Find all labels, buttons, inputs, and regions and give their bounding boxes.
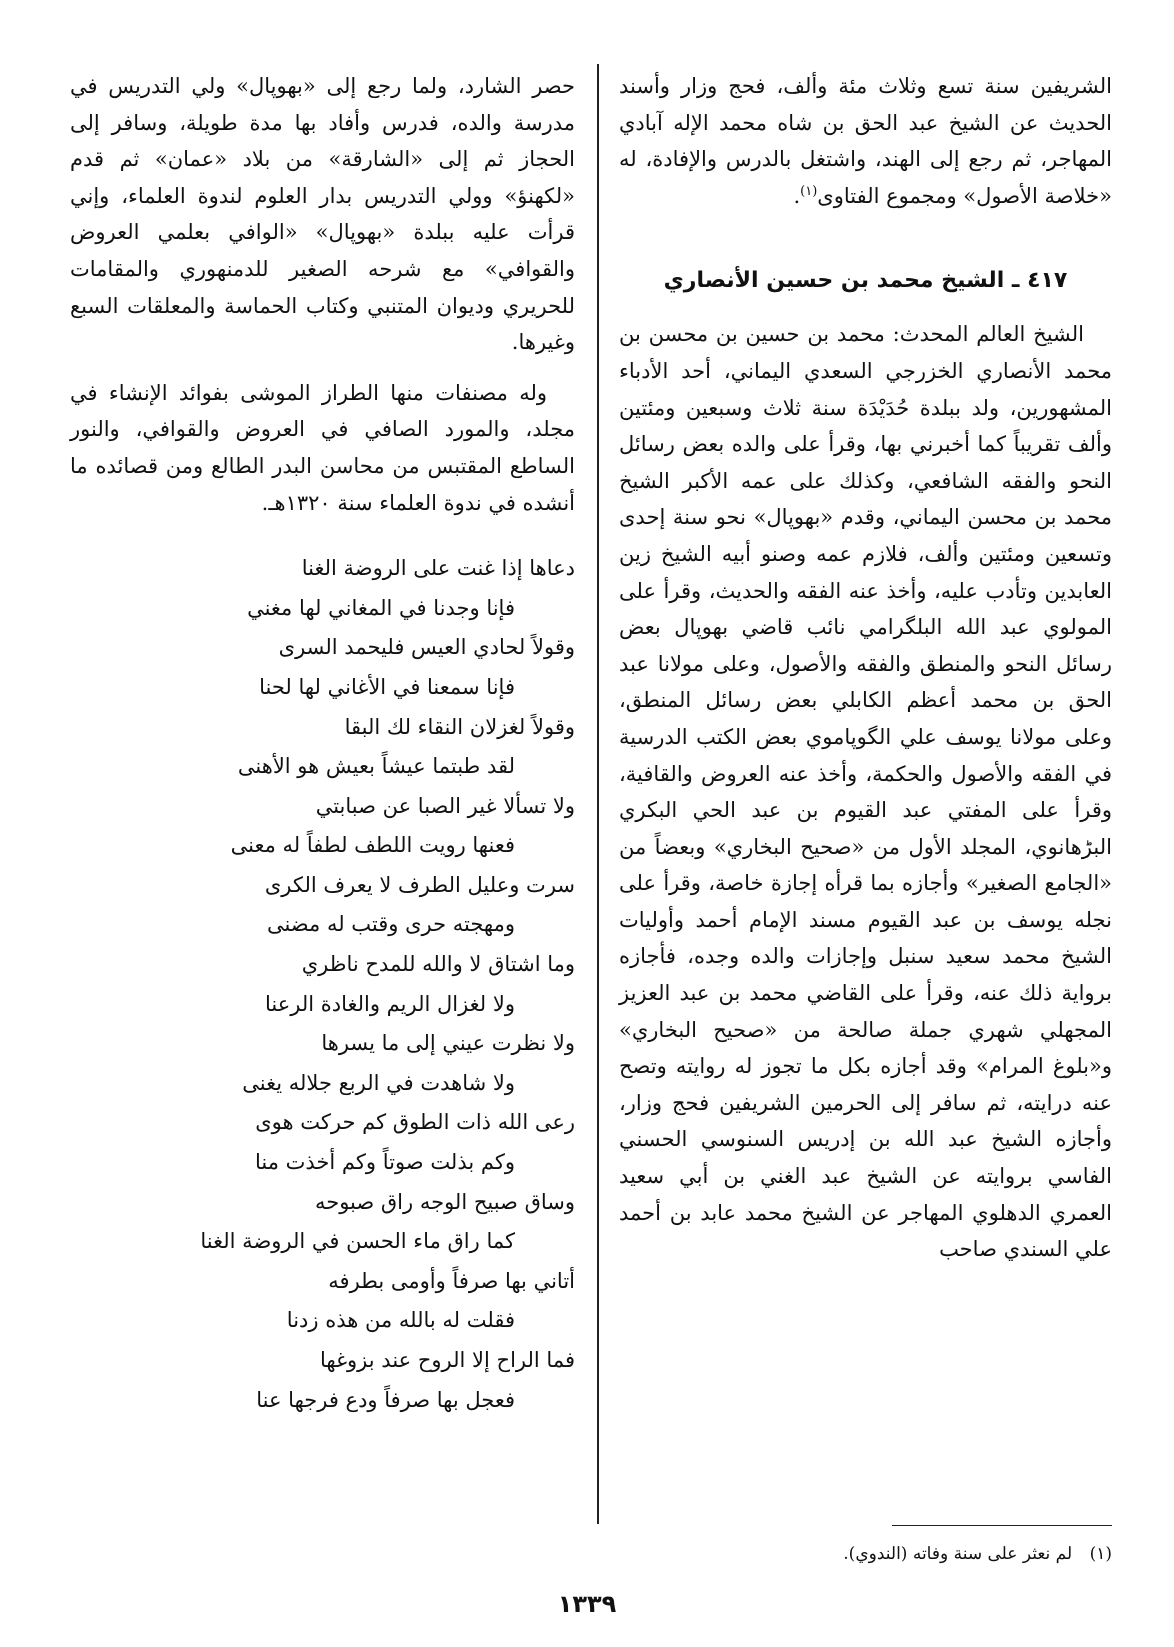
- poem-verse: فما الراح إلا الروح عند بزوغها: [319, 1348, 575, 1372]
- poem-verse: لقد طبتما عيشاً بعيش هو الأهنى: [237, 754, 515, 779]
- page-number: ١٣٣٩: [557, 1590, 617, 1618]
- entry-heading: ٤١٧ ـ الشيخ محمد بن حسين الأنصاري: [663, 268, 1068, 294]
- poem-verse: فعنها رويت اللطف لطفاً له معنى: [230, 833, 515, 858]
- poem-verse: فقلت له بالله من هذه زدنا: [286, 1308, 515, 1333]
- footnote-marker: (١): [800, 183, 818, 199]
- poem-verse: وقولاً لحادي العيس فليحمد السرى: [278, 635, 575, 660]
- poem-verse: رعى الله ذات الطوق كم حركت هوى: [255, 1110, 575, 1135]
- poem-verse: كما راق ماء الحسن في الروضة الغنا: [200, 1229, 515, 1254]
- footnote-number: (١): [1089, 1544, 1112, 1564]
- footnote-text: لم نعثر على سنة وفاته (الندوي).: [843, 1544, 1073, 1564]
- left-paragraph-2: وله مصنفات منها الطراز الموشى بفوائد الإنشاء في مجلد، والمورد الصافي في العروض والقوافي، والنور الساطع المقتبس من محاسن البدر الطالع ومن قصائده ما أنشده في ندوة العلماء سنة ١٣٢٠هـ.: [70, 380, 575, 515]
- right-paragraph-2: الشيخ العالم المحدث: محمد بن حسين بن محسن بن محمد الأنصاري الخزرجي السعدي اليماني، أحد الأدباء المشهورين، ولد ببلدة حُدَيْدَة سنة ثلاث وسبعين ومئتين وألف تقريباً كما أخبرني بها، وقرأ على والده بعض رسائل النحو والفقه الشافعي، وكذلك على عمه الأكبر الشيخ محمد بن محسن اليماني، وقدم «بهوپال» نحو سنة إحدى وتسعين ومئتين وألف، فلازم عمه وصنو أبيه الشيخ زين العابدين وتأدب عليه، وأخذ عنه الفقه والحديث، وقرأ على المولوي عبد الله البلگرامي نائب قاضي بهوپال بعض رسائل النحو والمنطق والفقه والأصول، وعلى مولانا عبد الحق بن محمد أعظم الكابلي بعض رسائل المنطق، وعلى مولانا يوسف علي الگوپاموي بعض الكتب الدرسية في الفقه والأصول والحكمة، وأخذ عنه العروض والقافية، وقرأ على المفتي عبد القيوم بن عبد الحي البكري البڑهانوي، المجلد الأول من «صحيح البخاري» وبعضاً من «الجامع الصغير» وأجازه بما قرأه إجازة خاصة، وقرأ على نجله يوسف بن عبد القيوم مسند الإمام أحمد وأوليات الشيخ محمد سعيد سنبل وإجازات والده وجده، فأجازه برواية ذلك عنه، وقرأ على القاضي محمد بن عبد العزيز المجهلي شهري جملة صالحة من «صحيح البخاري» و«بلوغ المرام» وقد أجازه بكل ما تجوز له روايته وتصح عنه درايته، ثم سافر إلى الحرمين الشريفين فحج وزار، وأجازه الشيخ عبد الله بن إدريس السنوسي الحسني الفاسي بروايته عن الشيخ عبد الغني بن أبي سعيد العمري الدهلوي المهاجر عن الشيخ محمد عابد بن أحمد علي السندي صاحب: [619, 322, 1112, 1262]
- poem-verse: وكم بذلت صوتاً وكم أخذت منا: [254, 1150, 515, 1175]
- poem: [70, 549, 575, 1420]
- left-paragraph-1: حصر الشارد، ولما رجع إلى «بهوپال» ولي التدريس في مدرسة والده، فدرس وأفاد بها مدة طويلة، وسافر إلى الحجاز ثم إلى «الشارقة» من بلاد «عمان» ثم قدم «لكهنؤ» وولي التدريس بدار العلوم لندوة العلماء، وإني قرأت عليه ببلدة «بهوپال» «الوافي بعلمي العروض والقوافي» مع شرحه الصغير للدمنهوري والمقامات للحريري وديوان المتنبي وكتاب الحماسة والمعلقات السبع وغيرها.: [70, 74, 575, 355]
- poem-verse: ولا نظرت عيني إلى ما يسرها: [321, 1031, 575, 1056]
- poem-verse: وقولاً لغزلان النقاء لك البقا: [344, 714, 575, 739]
- poem-verse: دعاها إذا غنت على الروضة الغنا: [301, 556, 575, 581]
- poem-verse: ولا تسألا غير الصبا عن صبابتي: [315, 793, 575, 818]
- right-paragraph-1: الشريفين سنة تسع وثلاث مئة وألف، فحج وزار وأسند الحديث عن الشيخ عبد الحق بن شاه محمد الإله آبادي المهاجر، ثم رجع إلى الهند، واشتغل بالدرس والإفادة، له «خلاصة الأصول» ومجموع الفتاوى$^{(١)}$.: [619, 74, 1112, 208]
- poem-verse: فعجل بها صرفاً ودع فرجها عنا: [256, 1387, 515, 1412]
- poem-verse: ولا لغزال الريم والغادة الرعنا: [264, 991, 515, 1016]
- poem-verse: ومهجته حرى وقتب له مضنى: [266, 912, 515, 937]
- right-column: [619, 68, 1112, 1268]
- poem-verse: سرت وعليل الطرف لا يعرف الكرى: [264, 872, 575, 897]
- column-divider: [597, 64, 599, 1524]
- left-column: [70, 68, 575, 1420]
- footnote-rule: [892, 1525, 1112, 1526]
- poem-verse: ولا شاهدت في الربع جلاله يغنى: [242, 1070, 515, 1095]
- poem-verse: وساق صبيح الوجه راق صبوحه: [314, 1189, 575, 1214]
- poem-verse: وما اشتاق لا والله للمدح ناظري: [301, 952, 575, 977]
- poem-verse: فإنا سمعنا في الأغاني لها لحنا: [259, 674, 515, 699]
- poem-verse: فإنا وجدنا في المغاني لها مغني: [247, 595, 515, 620]
- poem-verse: أتاني بها صرفاً وأومى بطرفه: [328, 1268, 575, 1293]
- footnote: [619, 1540, 1112, 1568]
